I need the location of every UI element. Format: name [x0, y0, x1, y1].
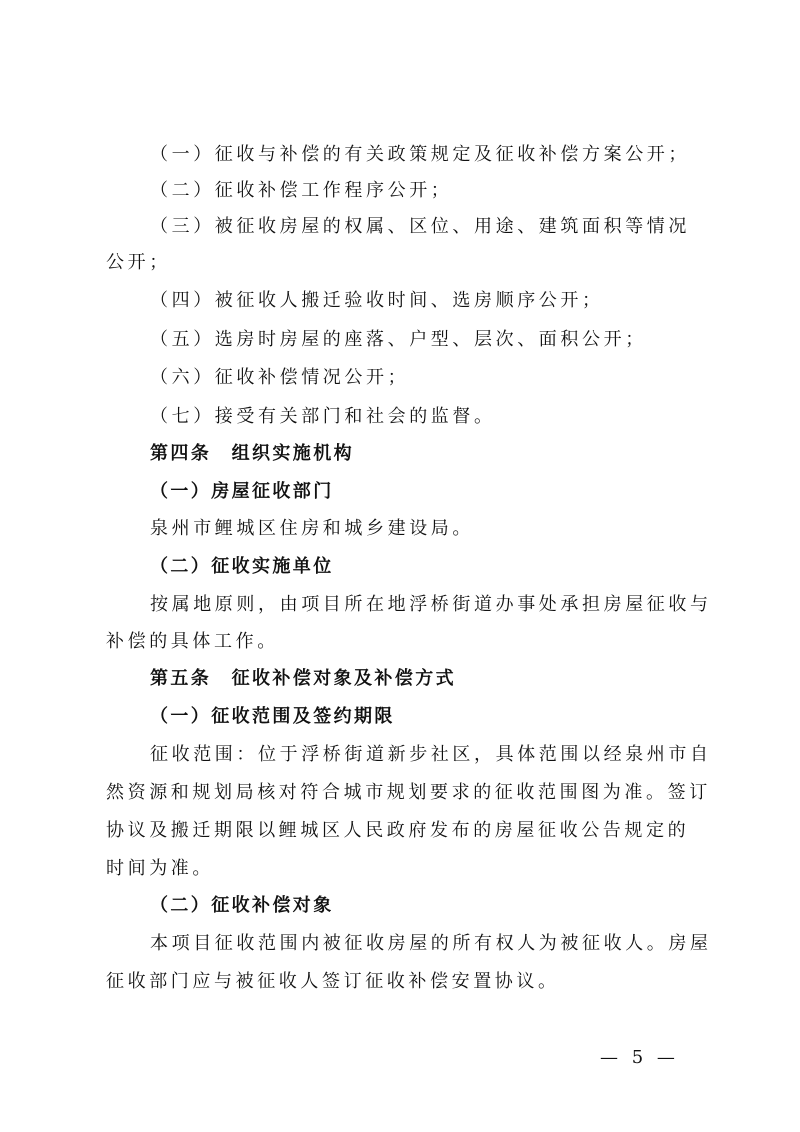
text-line: （五）选房时房屋的座落、户型、层次、面积公开； [150, 329, 647, 350]
text-line: （四）被征收人搬迁验收时间、选房顺序公开； [150, 290, 604, 311]
page-number: — 5 — [600, 1047, 679, 1068]
text-line: （六）征收补偿情况公开； [150, 367, 410, 388]
text-line: 按属地原则，由项目所在地浮桥街道办事处承担房屋征收与 [150, 594, 712, 615]
text-line: 泉州市鲤城区住房和城乡建设局。 [150, 518, 474, 539]
subsection-heading: （一）房屋征收部门 [150, 481, 334, 502]
text-line: 协议及搬迁期限以鲤城区人民政府发布的房屋征收公告规定的 [106, 820, 690, 841]
text-line: 时间为准。 [106, 858, 214, 879]
section-heading: 第四条 组织实施机构 [150, 443, 354, 464]
section-heading: 第五条 征收补偿对象及补偿方式 [150, 668, 456, 689]
text-line: （二）征收补偿工作程序公开； [150, 180, 453, 201]
text-line: （七）接受有关部门和社会的监督。 [150, 406, 496, 427]
subsection-heading: （一）征收范围及签约期限 [150, 706, 395, 727]
text-line: 征收范围：位于浮桥街道新步社区，具体范围以经泉州市自 [150, 744, 712, 765]
text-line: （一）征收与补偿的有关政策规定及征收补偿方案公开； [150, 144, 690, 165]
text-line: 征收部门应与被征收人签订征收补偿安置协议。 [106, 971, 560, 992]
text-line: （三）被征收房屋的权属、区位、用途、建筑面积等情况 [150, 216, 690, 237]
text-line: 公开； [106, 252, 171, 273]
text-line: 补偿的具体工作。 [106, 631, 279, 652]
subsection-heading: （二）征收实施单位 [150, 556, 334, 577]
text-line: 然资源和规划局核对符合城市规划要求的征收范围图为准。签订 [106, 782, 711, 803]
subsection-heading: （二）征收补偿对象 [150, 895, 334, 916]
text-line: 本项目征收范围内被征收房屋的所有权人为被征收人。房屋 [150, 933, 712, 954]
